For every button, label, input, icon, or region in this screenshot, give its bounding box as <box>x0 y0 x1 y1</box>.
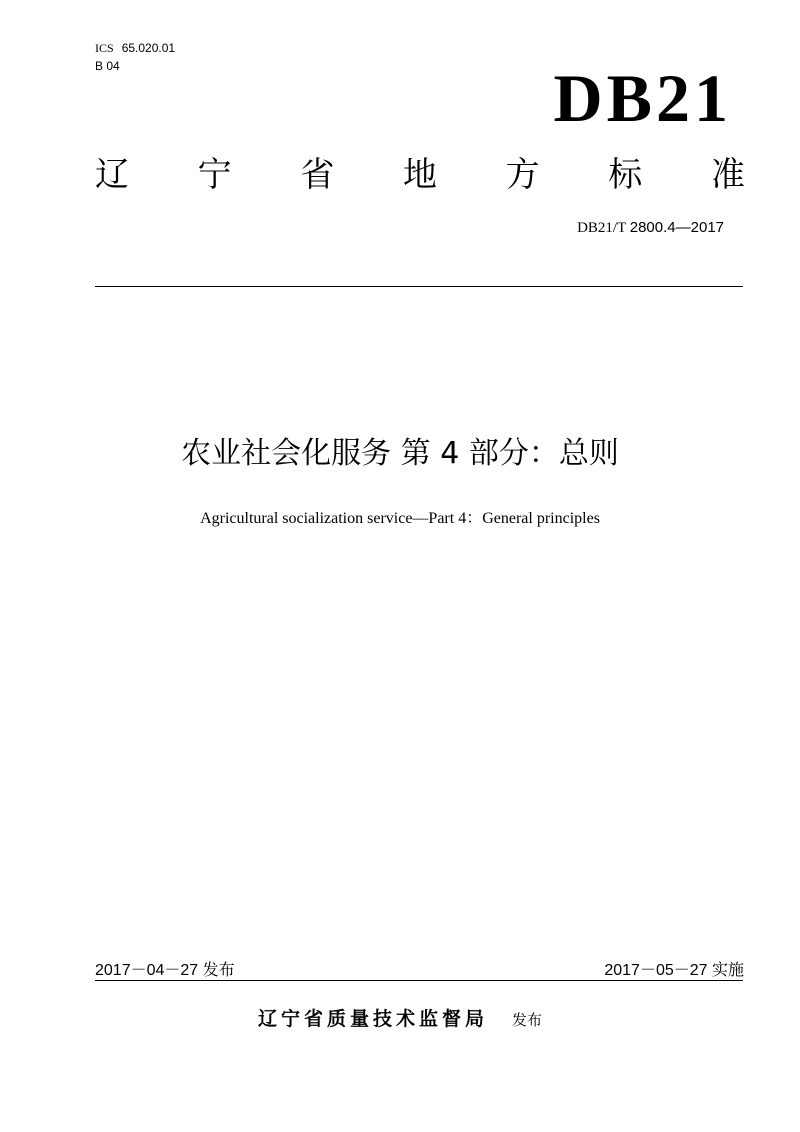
title-char: 宁 <box>197 155 232 195</box>
issuer-name: 辽宁省质量技术监督局 <box>257 1008 488 1030</box>
title-char: 标 <box>608 155 643 195</box>
issuer-suffix: 发布 <box>512 1011 543 1029</box>
title-char: 地 <box>402 155 437 195</box>
title-char: 辽 <box>95 155 129 195</box>
ics-code <box>95 40 175 56</box>
title-char: 方 <box>505 155 540 195</box>
header-divider <box>95 286 743 287</box>
publish-date: 2017－04－27 发布 <box>95 962 235 979</box>
standard-number <box>577 218 724 238</box>
db21-logo: DB21 <box>553 60 732 136</box>
title-char: 省 <box>300 155 335 195</box>
standard-type-title <box>95 152 745 198</box>
footer-divider <box>95 980 743 981</box>
title-char: 准 <box>710 155 745 195</box>
document-title: 农业社会化服务 第 4 部分：总则 <box>181 436 619 471</box>
implement-date: 2017－05－27 实施 <box>604 962 744 979</box>
ics-label: ICS <box>95 41 114 55</box>
standard-number-body: 2800.4—2017 <box>629 219 724 236</box>
ics-number: 65.020.01 <box>121 41 176 55</box>
document-title-english: Agricultural socialization service—Part 4：General principles <box>200 510 600 527</box>
ccs-code: B 04 <box>95 59 120 73</box>
standard-number-prefix: DB21/T <box>577 220 630 236</box>
issuer-line <box>0 1004 800 1031</box>
